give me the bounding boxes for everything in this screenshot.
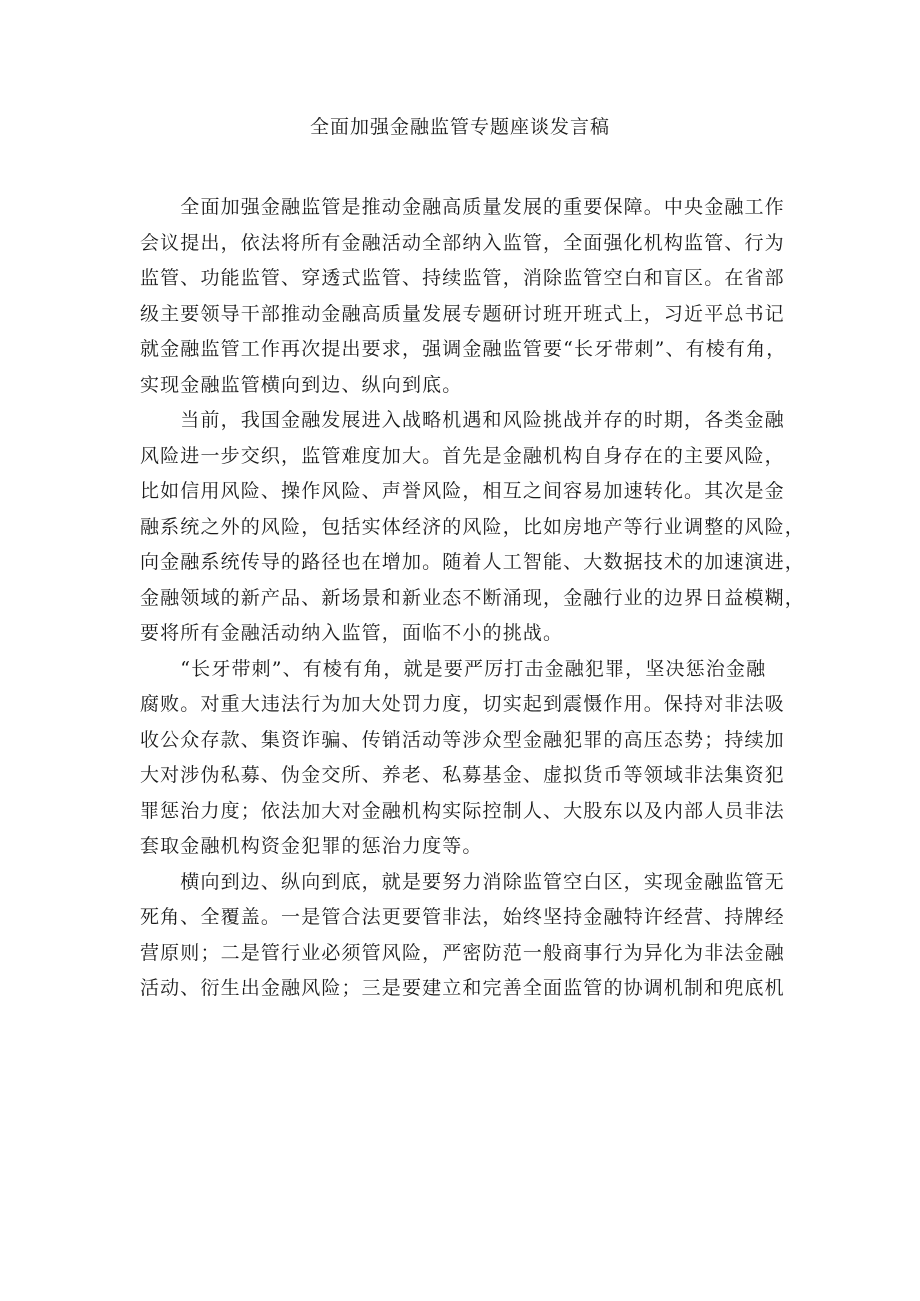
text-line: 监管、功能监管、穿透式监管、持续监管，消除监管空白和盲区。在省部 bbox=[140, 267, 785, 289]
text-line: 死角、全覆盖。一是管合法更要管非法，始终坚持金融特许经营、持牌经 bbox=[140, 906, 785, 928]
text-line: “长牙带刺”、有棱有角，就是要严厉打击金融犯罪，坚决惩治金融 bbox=[140, 657, 767, 680]
paragraph-1 bbox=[140, 190, 785, 403]
text-line: 级主要领导干部推动金融高质量发展专题研讨班开班式上，习近平总书记 bbox=[140, 302, 785, 325]
text-line: 收公众存款、集资诈骗、传销活动等涉众型金融犯罪的高压态势；持续加 bbox=[140, 728, 785, 751]
text-line: 会议提出，依法将所有金融活动全部纳入监管，全面强化机构监管、行为 bbox=[140, 231, 785, 254]
text-line: 横向到边、纵向到底，就是要努力消除监管空白区，实现金融监管无 bbox=[140, 870, 785, 893]
paragraph-3 bbox=[140, 652, 785, 865]
text-line: 当前，我国金融发展进入战略机遇和风险挑战并存的时期，各类金融 bbox=[140, 409, 785, 431]
text-line: 套取金融机构资金犯罪的惩治力度等。 bbox=[140, 835, 483, 857]
document-title: 全面加强金融监管专题座谈发言稿 bbox=[309, 116, 610, 138]
document-body bbox=[140, 190, 805, 1007]
text-line: 比如信用风险、操作风险、声誉风险，相互之间容易加速转化。其次是金 bbox=[140, 480, 785, 502]
text-line: 罪惩治力度；依法加大对金融机构实际控制人、大股东以及内部人员非法 bbox=[140, 799, 785, 822]
paragraph-4 bbox=[140, 865, 785, 1007]
text-line: 活动、衍生出金融风险；三是要建立和完善全面监管的协调机制和兜底机 bbox=[140, 977, 785, 999]
text-line: 融系统之外的风险，包括实体经济的风险，比如房地产等行业调整的风险， bbox=[140, 515, 805, 538]
text-line: 营原则；二是管行业必须管风险，严密防范一般商事行为异化为非法金融 bbox=[140, 941, 785, 964]
text-line: 要将所有金融活动纳入监管，面临不小的挑战。 bbox=[140, 622, 564, 644]
text-line: 全面加强金融监管是推动金融高质量发展的重要保障。中央金融工作 bbox=[140, 196, 785, 218]
text-line: 就金融监管工作再次提出要求，强调金融监管要“长牙带刺”、有棱有角， bbox=[140, 338, 787, 360]
text-line: 实现金融监管横向到边、纵向到底。 bbox=[140, 373, 463, 396]
paragraph-2 bbox=[140, 403, 805, 652]
text-line: 大对涉伪私募、伪金交所、养老、私募基金、虚拟货币等领域非法集资犯 bbox=[140, 764, 785, 786]
text-line: 腐败。对重大违法行为加大处罚力度，切实起到震慑作用。保持对非法吸 bbox=[140, 693, 785, 715]
text-line: 向金融系统传导的路径也在增加。随着人工智能、大数据技术的加速演进， bbox=[140, 551, 805, 573]
text-line: 金融领域的新产品、新场景和新业态不断涌现，金融行业的边界日益模糊， bbox=[140, 586, 805, 609]
text-line: 风险进一步交织，监管难度加大。首先是金融机构自身存在的主要风险， bbox=[140, 444, 785, 467]
